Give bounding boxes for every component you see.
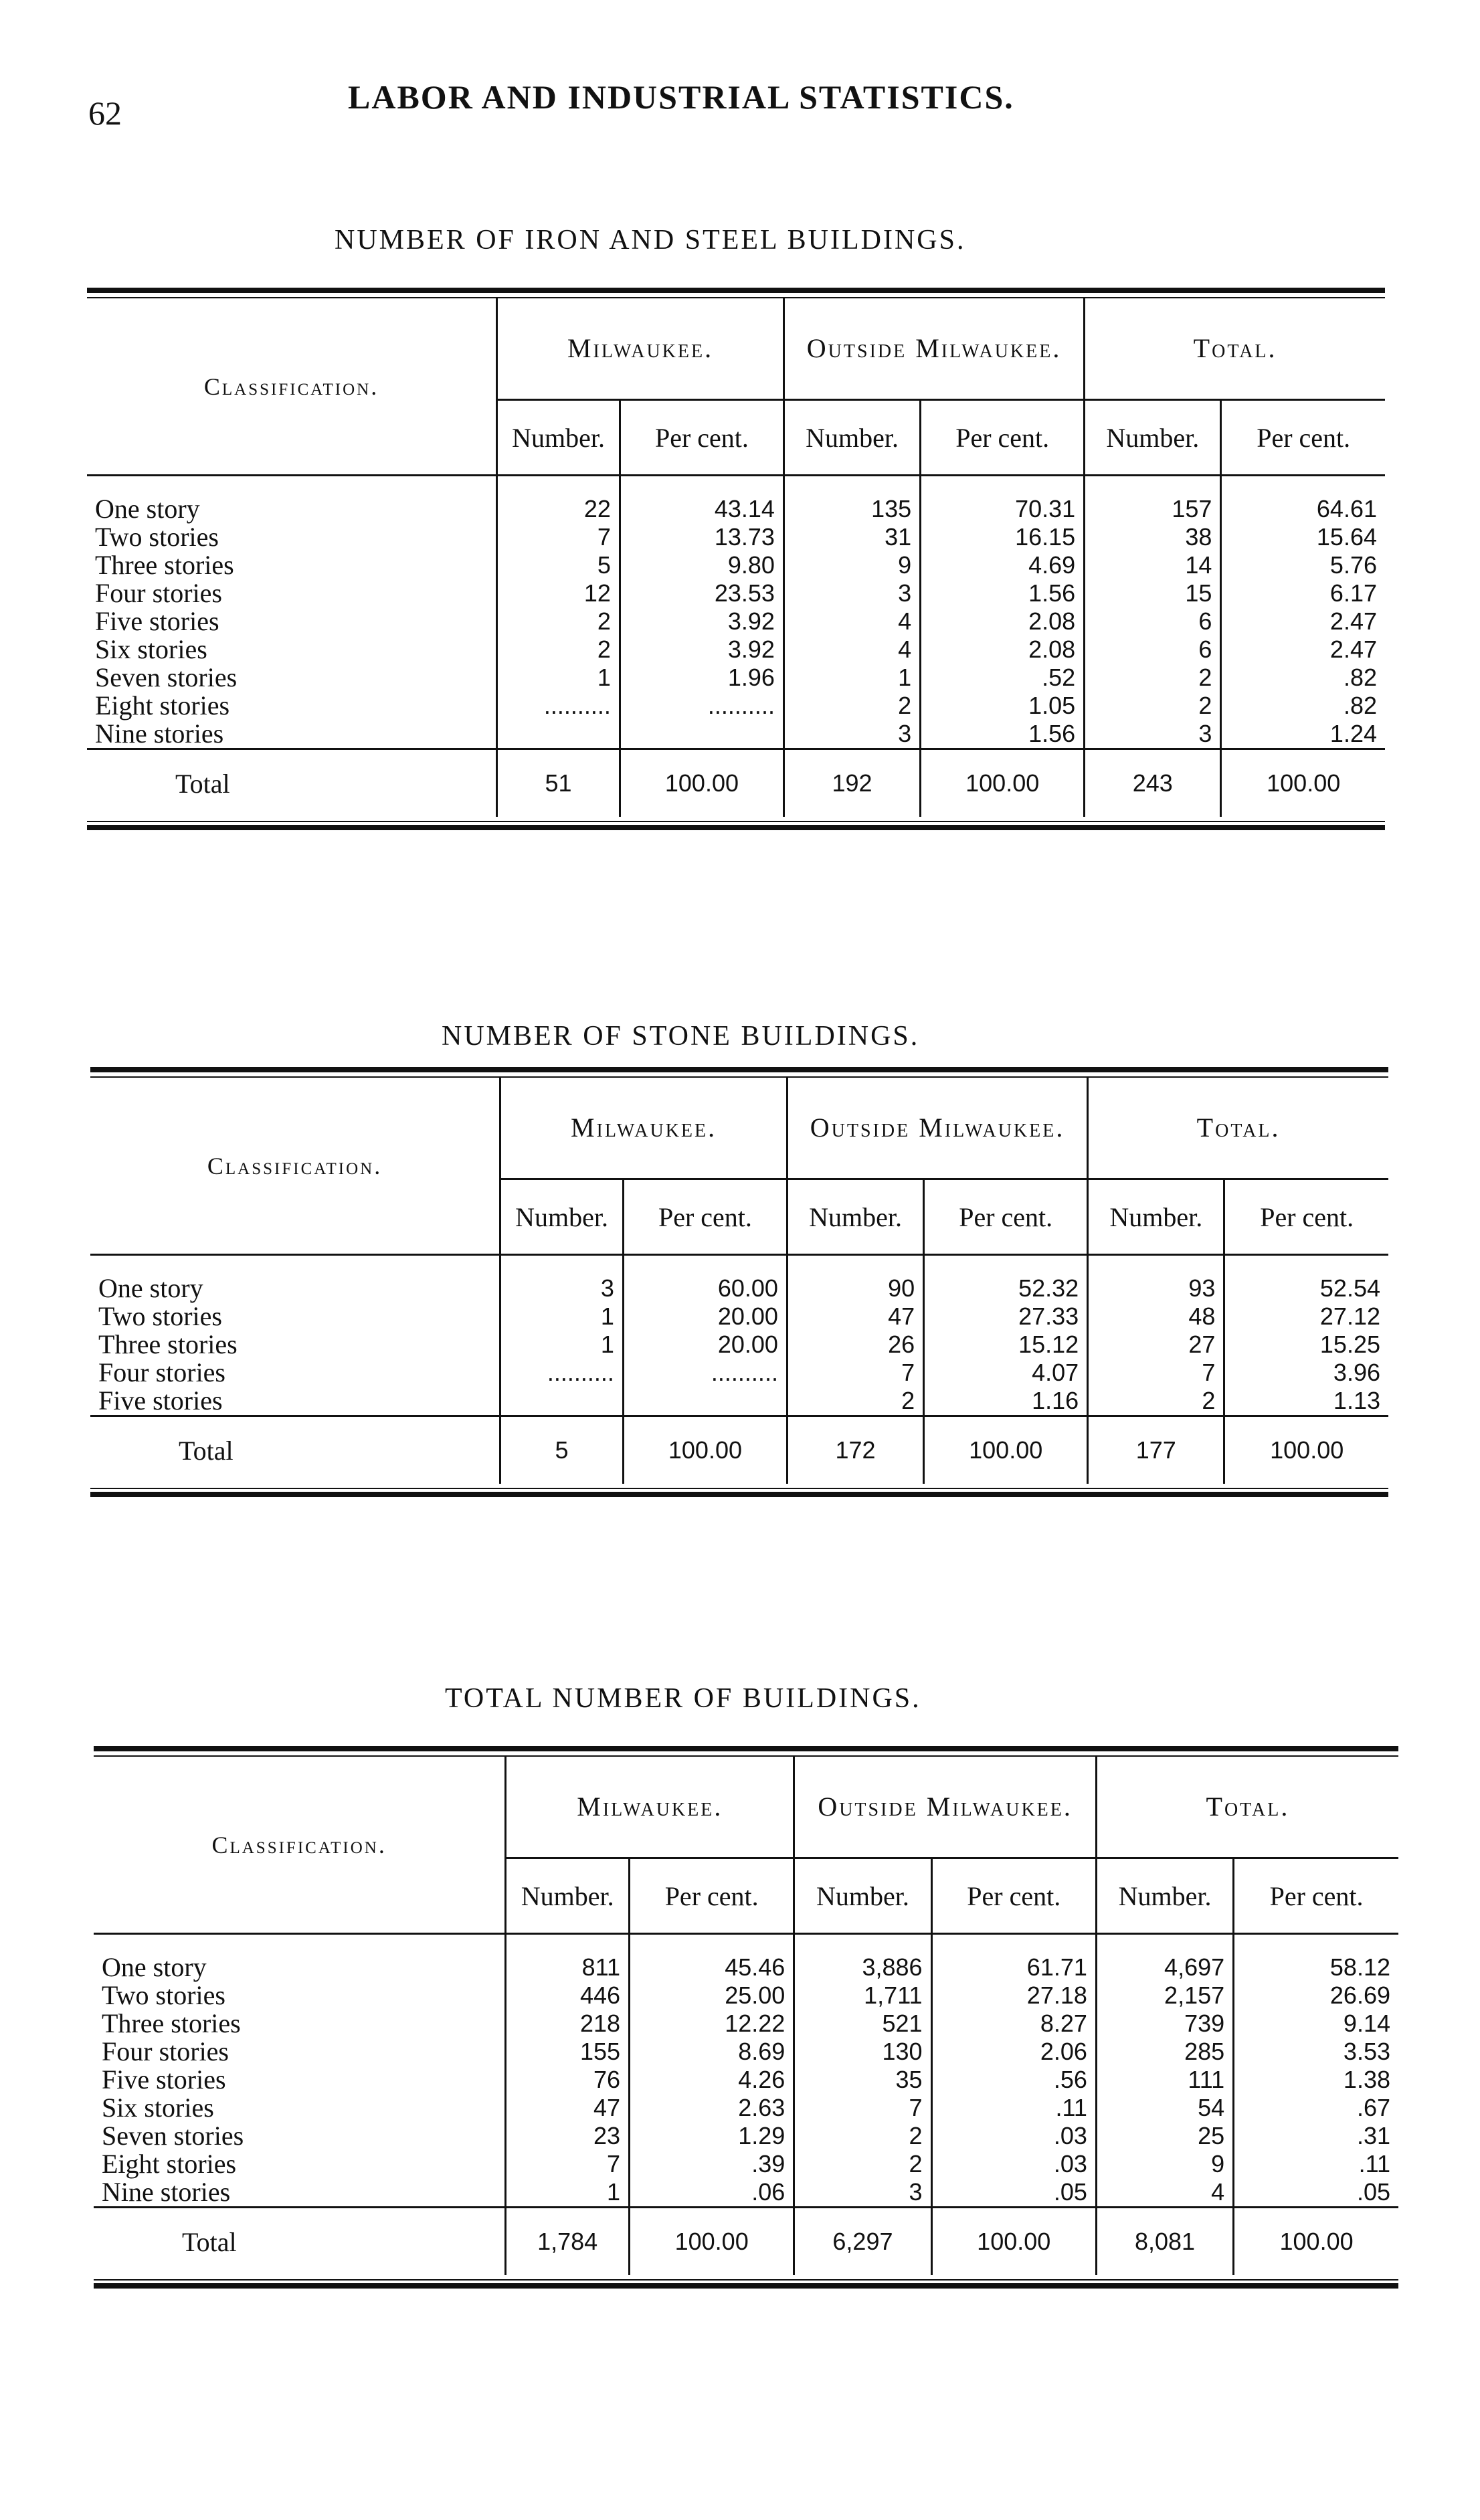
outside-percent: 61.71 xyxy=(931,1934,1096,1982)
row-label: Two stories xyxy=(95,522,219,552)
total-number: 3 xyxy=(1085,720,1221,749)
total-total-percent: 100.00 xyxy=(1234,2208,1398,2276)
milwaukee-percent: .06 xyxy=(630,2178,794,2208)
total-percent: 6.17 xyxy=(1221,579,1385,607)
row-label: Four stories xyxy=(102,2036,229,2066)
outside-number: 135 xyxy=(783,476,920,524)
milwaukee-number: 23 xyxy=(506,2122,630,2150)
table-row xyxy=(87,720,1385,749)
percent-header: Per cent. xyxy=(630,1858,794,1934)
outside-percent: .05 xyxy=(931,2178,1096,2208)
table-row xyxy=(94,2010,1398,2038)
outside-number: 31 xyxy=(783,523,920,551)
outside-milwaukee-header: Outside Milwaukee. xyxy=(794,1757,1097,1858)
outside-number: 47 xyxy=(787,1302,923,1331)
outside-number: 1 xyxy=(783,664,920,692)
outside-number: 7 xyxy=(787,1359,923,1387)
number-header: Number. xyxy=(1088,1179,1224,1255)
classification-header: Classification. xyxy=(87,298,497,476)
total-outside-number: 172 xyxy=(787,1416,923,1484)
total-percent: 26.69 xyxy=(1234,1981,1398,2010)
outside-number: 521 xyxy=(794,2010,931,2038)
total-outside-percent: 100.00 xyxy=(924,1416,1088,1484)
total-milwaukee-number: 51 xyxy=(497,749,620,817)
outside-percent: .03 xyxy=(931,2122,1096,2150)
total-percent: 58.12 xyxy=(1234,1934,1398,1982)
row-label: Five stories xyxy=(95,606,219,636)
total-number: 2,157 xyxy=(1096,1981,1233,2010)
outside-percent: 8.27 xyxy=(931,2010,1096,2038)
total-milwaukee-number: 5 xyxy=(500,1416,624,1484)
table-title-stone: NUMBER OF STONE BUILDINGS. xyxy=(442,1021,920,1052)
total-total-number: 243 xyxy=(1085,749,1221,817)
row-label: Seven stories xyxy=(102,2121,244,2151)
total-percent: 9.14 xyxy=(1234,2010,1398,2038)
table-row xyxy=(90,1255,1388,1303)
total-label: Total xyxy=(182,2226,237,2257)
milwaukee-percent: 23.53 xyxy=(620,579,783,607)
milwaukee-number: .......... xyxy=(497,692,620,720)
outside-number: 3 xyxy=(783,579,920,607)
outside-number: 1,711 xyxy=(794,1981,931,2010)
row-label: Four stories xyxy=(95,578,222,608)
number-header: Number. xyxy=(783,400,920,476)
table-row xyxy=(94,1934,1398,1982)
outside-percent: 70.31 xyxy=(921,476,1085,524)
total-percent: .82 xyxy=(1221,692,1385,720)
total-percent: 15.25 xyxy=(1224,1331,1388,1359)
outside-number: 2 xyxy=(783,692,920,720)
total-percent: 2.47 xyxy=(1221,607,1385,636)
total-total-percent: 100.00 xyxy=(1224,1416,1388,1484)
row-label: Five stories xyxy=(98,1385,223,1416)
milwaukee-number: 12 xyxy=(497,579,620,607)
table-row xyxy=(90,1302,1388,1331)
total-number: 2 xyxy=(1085,664,1221,692)
total-milwaukee-percent: 100.00 xyxy=(623,1416,787,1484)
table-row xyxy=(87,607,1385,636)
milwaukee-percent: 43.14 xyxy=(620,476,783,524)
milwaukee-number: 1 xyxy=(506,2178,630,2208)
milwaukee-percent: 12.22 xyxy=(630,2010,794,2038)
running-head: LABOR AND INDUSTRIAL STATISTICS. xyxy=(348,78,1014,116)
page-number: 62 xyxy=(88,94,122,132)
total-percent: 52.54 xyxy=(1224,1255,1388,1303)
outside-percent: 16.15 xyxy=(921,523,1085,551)
table-row xyxy=(90,1387,1388,1416)
outside-percent: .52 xyxy=(921,664,1085,692)
milwaukee-percent: 4.26 xyxy=(630,2066,794,2094)
total-number: 9 xyxy=(1096,2150,1233,2178)
total-number: 285 xyxy=(1096,2038,1233,2066)
milwaukee-number: 1 xyxy=(497,664,620,692)
outside-percent: .03 xyxy=(931,2150,1096,2178)
total-row xyxy=(87,749,1385,817)
outside-percent: 4.07 xyxy=(924,1359,1088,1387)
row-label: Eight stories xyxy=(95,690,230,720)
milwaukee-number xyxy=(497,720,620,749)
outside-number: 2 xyxy=(794,2150,931,2178)
table-row xyxy=(90,1331,1388,1359)
total-number: 739 xyxy=(1096,2010,1233,2038)
total-percent: 5.76 xyxy=(1221,551,1385,579)
row-label: Two stories xyxy=(98,1301,222,1331)
milwaukee-percent: 8.69 xyxy=(630,2038,794,2066)
total-header: Total. xyxy=(1088,1078,1388,1179)
total-row xyxy=(90,1416,1388,1484)
total-percent: 3.53 xyxy=(1234,2038,1398,2066)
milwaukee-number: 2 xyxy=(497,636,620,664)
row-label: Eight stories xyxy=(102,2149,237,2179)
milwaukee-header: Milwaukee. xyxy=(500,1078,788,1179)
total-percent: .05 xyxy=(1234,2178,1398,2208)
number-header: Number. xyxy=(794,1858,931,1934)
milwaukee-percent: .......... xyxy=(620,692,783,720)
total-percent: 27.12 xyxy=(1224,1302,1388,1331)
total-total-number: 177 xyxy=(1088,1416,1224,1484)
milwaukee-percent xyxy=(620,720,783,749)
milwaukee-number: 7 xyxy=(497,523,620,551)
total-number: 6 xyxy=(1085,607,1221,636)
milwaukee-number: 218 xyxy=(506,2010,630,2038)
total-cell xyxy=(94,2208,506,2276)
table-total-buildings xyxy=(94,1746,1398,2289)
outside-number: 35 xyxy=(794,2066,931,2094)
total-percent: 3.96 xyxy=(1224,1359,1388,1387)
table-row xyxy=(94,1981,1398,2010)
milwaukee-percent: .......... xyxy=(623,1359,787,1387)
milwaukee-percent: 20.00 xyxy=(623,1331,787,1359)
total-row xyxy=(94,2208,1398,2276)
outside-percent: 1.16 xyxy=(924,1387,1088,1416)
total-percent: .82 xyxy=(1221,664,1385,692)
outside-milwaukee-header: Outside Milwaukee. xyxy=(783,298,1084,400)
milwaukee-number: 446 xyxy=(506,1981,630,2010)
table-row xyxy=(94,2066,1398,2094)
bottom-rule-thin xyxy=(87,821,1385,822)
total-milwaukee-number: 1,784 xyxy=(506,2208,630,2276)
top-rule xyxy=(94,1746,1398,1751)
milwaukee-number: 3 xyxy=(500,1255,624,1303)
milwaukee-number: .......... xyxy=(500,1359,624,1387)
percent-header: Per cent. xyxy=(620,400,783,476)
total-milwaukee-percent: 100.00 xyxy=(630,2208,794,2276)
total-outside-number: 192 xyxy=(783,749,920,817)
total-number: 54 xyxy=(1096,2094,1233,2122)
milwaukee-number: 22 xyxy=(497,476,620,524)
row-label: Four stories xyxy=(98,1357,225,1387)
outside-percent: 4.69 xyxy=(921,551,1085,579)
bottom-rule xyxy=(90,1492,1388,1497)
percent-header: Per cent. xyxy=(924,1179,1088,1255)
outside-percent: 2.06 xyxy=(931,2038,1096,2066)
total-number: 48 xyxy=(1088,1302,1224,1331)
table-row xyxy=(94,2122,1398,2150)
milwaukee-number: 7 xyxy=(506,2150,630,2178)
total-number: 2 xyxy=(1088,1387,1224,1416)
milwaukee-percent: 3.92 xyxy=(620,636,783,664)
outside-number: 130 xyxy=(794,2038,931,2066)
stat-table xyxy=(90,1078,1388,1484)
percent-header: Per cent. xyxy=(1224,1179,1388,1255)
total-number: 25 xyxy=(1096,2122,1233,2150)
total-milwaukee-percent: 100.00 xyxy=(620,749,783,817)
total-header: Total. xyxy=(1085,298,1385,400)
total-number: 4 xyxy=(1096,2178,1233,2208)
milwaukee-number: 2 xyxy=(497,607,620,636)
milwaukee-percent: 45.46 xyxy=(630,1934,794,1982)
outside-number: 3 xyxy=(783,720,920,749)
milwaukee-percent: 1.29 xyxy=(630,2122,794,2150)
percent-header: Per cent. xyxy=(931,1858,1096,1934)
top-rule xyxy=(87,288,1385,293)
milwaukee-percent: 3.92 xyxy=(620,607,783,636)
row-label: One story xyxy=(95,494,200,524)
table-title-total-buildings: TOTAL NUMBER OF BUILDINGS. xyxy=(445,1683,921,1714)
row-label: Three stories xyxy=(95,550,234,580)
total-outside-percent: 100.00 xyxy=(931,2208,1096,2276)
total-number: 27 xyxy=(1088,1331,1224,1359)
row-label: Five stories xyxy=(102,2064,226,2095)
table-row xyxy=(94,2178,1398,2208)
outside-percent: .56 xyxy=(931,2066,1096,2094)
table-row xyxy=(90,1359,1388,1387)
milwaukee-header: Milwaukee. xyxy=(497,298,784,400)
total-percent: 2.47 xyxy=(1221,636,1385,664)
row-label: Six stories xyxy=(102,2093,214,2123)
row-label: Three stories xyxy=(102,2008,241,2038)
total-total-percent: 100.00 xyxy=(1221,749,1385,817)
table-row xyxy=(94,2150,1398,2178)
total-percent: .11 xyxy=(1234,2150,1398,2178)
milwaukee-number: 811 xyxy=(506,1934,630,1982)
outside-number: 90 xyxy=(787,1255,923,1303)
outside-percent: 27.18 xyxy=(931,1981,1096,2010)
number-header: Number. xyxy=(497,400,620,476)
milwaukee-number: 5 xyxy=(497,551,620,579)
total-percent: .31 xyxy=(1234,2122,1398,2150)
percent-header: Per cent. xyxy=(921,400,1085,476)
outside-number: 2 xyxy=(794,2122,931,2150)
milwaukee-percent: 1.96 xyxy=(620,664,783,692)
table-stone xyxy=(90,1067,1388,1497)
outside-percent: 2.08 xyxy=(921,636,1085,664)
outside-number: 3 xyxy=(794,2178,931,2208)
milwaukee-number: 1 xyxy=(500,1331,624,1359)
table-row xyxy=(94,2094,1398,2122)
milwaukee-percent: 13.73 xyxy=(620,523,783,551)
number-header: Number. xyxy=(1085,400,1221,476)
total-outside-percent: 100.00 xyxy=(921,749,1085,817)
outside-number: 9 xyxy=(783,551,920,579)
outside-milwaukee-header: Outside Milwaukee. xyxy=(787,1078,1087,1179)
percent-header: Per cent. xyxy=(1234,1858,1398,1934)
bottom-rule xyxy=(94,2283,1398,2289)
total-number: 4,697 xyxy=(1096,1934,1233,1982)
outside-number: 7 xyxy=(794,2094,931,2122)
table-title-iron-steel: NUMBER OF IRON AND STEEL BUILDINGS. xyxy=(335,225,966,256)
table-row xyxy=(87,476,1385,524)
total-percent: .67 xyxy=(1234,2094,1398,2122)
number-header: Number. xyxy=(787,1179,923,1255)
table-row xyxy=(87,664,1385,692)
total-percent: 1.13 xyxy=(1224,1387,1388,1416)
total-number: 157 xyxy=(1085,476,1221,524)
table-row xyxy=(87,692,1385,720)
outside-percent: 27.33 xyxy=(924,1302,1088,1331)
stat-table xyxy=(94,1757,1398,2275)
table-row xyxy=(94,2038,1398,2066)
total-number: 93 xyxy=(1088,1255,1224,1303)
number-header: Number. xyxy=(506,1858,630,1934)
percent-header: Per cent. xyxy=(1221,400,1385,476)
outside-number: 3,886 xyxy=(794,1934,931,1982)
outside-percent: 2.08 xyxy=(921,607,1085,636)
milwaukee-number: 1 xyxy=(500,1302,624,1331)
number-header: Number. xyxy=(1096,1858,1233,1934)
outside-percent: 52.32 xyxy=(924,1255,1088,1303)
total-header: Total. xyxy=(1096,1757,1398,1858)
row-label: Nine stories xyxy=(102,2177,231,2207)
outside-percent: 1.56 xyxy=(921,720,1085,749)
total-number: 38 xyxy=(1085,523,1221,551)
stat-table xyxy=(87,298,1385,817)
milwaukee-percent: 20.00 xyxy=(623,1302,787,1331)
total-number: 2 xyxy=(1085,692,1221,720)
total-percent: 1.38 xyxy=(1234,2066,1398,2094)
outside-number: 4 xyxy=(783,636,920,664)
milwaukee-percent: 60.00 xyxy=(623,1255,787,1303)
milwaukee-header: Milwaukee. xyxy=(506,1757,794,1858)
milwaukee-number xyxy=(500,1387,624,1416)
number-header: Number. xyxy=(500,1179,624,1255)
total-label: Total xyxy=(179,1435,234,1466)
total-number: 6 xyxy=(1085,636,1221,664)
total-number: 111 xyxy=(1096,2066,1233,2094)
outside-number: 2 xyxy=(787,1387,923,1416)
row-label: Six stories xyxy=(95,634,207,664)
total-number: 15 xyxy=(1085,579,1221,607)
classification-header: Classification. xyxy=(90,1078,500,1255)
total-percent: 1.24 xyxy=(1221,720,1385,749)
row-label: One story xyxy=(98,1273,203,1303)
row-label: Nine stories xyxy=(95,718,224,749)
outside-percent: 15.12 xyxy=(924,1331,1088,1359)
row-label: Seven stories xyxy=(95,662,238,692)
table-row xyxy=(87,579,1385,607)
total-label: Total xyxy=(175,768,230,799)
milwaukee-number: 76 xyxy=(506,2066,630,2094)
table-row xyxy=(87,551,1385,579)
outside-percent: 1.56 xyxy=(921,579,1085,607)
outside-number: 26 xyxy=(787,1331,923,1359)
classification-header: Classification. xyxy=(94,1757,506,1934)
milwaukee-percent: 9.80 xyxy=(620,551,783,579)
total-percent: 15.64 xyxy=(1221,523,1385,551)
total-number: 14 xyxy=(1085,551,1221,579)
table-row xyxy=(87,523,1385,551)
percent-header: Per cent. xyxy=(623,1179,787,1255)
total-percent: 64.61 xyxy=(1221,476,1385,524)
row-label: One story xyxy=(102,1952,207,1982)
outside-number: 4 xyxy=(783,607,920,636)
row-label: Two stories xyxy=(102,1980,225,2010)
top-rule xyxy=(90,1067,1388,1072)
bottom-rule-thin xyxy=(90,1488,1388,1489)
milwaukee-percent xyxy=(623,1387,787,1416)
table-iron-steel xyxy=(87,288,1385,830)
bottom-rule xyxy=(87,825,1385,830)
total-outside-number: 6,297 xyxy=(794,2208,931,2276)
total-number: 7 xyxy=(1088,1359,1224,1387)
bottom-rule-thin xyxy=(94,2279,1398,2281)
total-cell xyxy=(90,1416,500,1484)
milwaukee-number: 155 xyxy=(506,2038,630,2066)
milwaukee-percent: 25.00 xyxy=(630,1981,794,2010)
milwaukee-number: 47 xyxy=(506,2094,630,2122)
table-row xyxy=(87,636,1385,664)
total-cell xyxy=(87,749,497,817)
milwaukee-percent: .39 xyxy=(630,2150,794,2178)
total-total-number: 8,081 xyxy=(1096,2208,1233,2276)
outside-percent: 1.05 xyxy=(921,692,1085,720)
outside-percent: .11 xyxy=(931,2094,1096,2122)
milwaukee-percent: 2.63 xyxy=(630,2094,794,2122)
row-label: Three stories xyxy=(98,1329,238,1359)
